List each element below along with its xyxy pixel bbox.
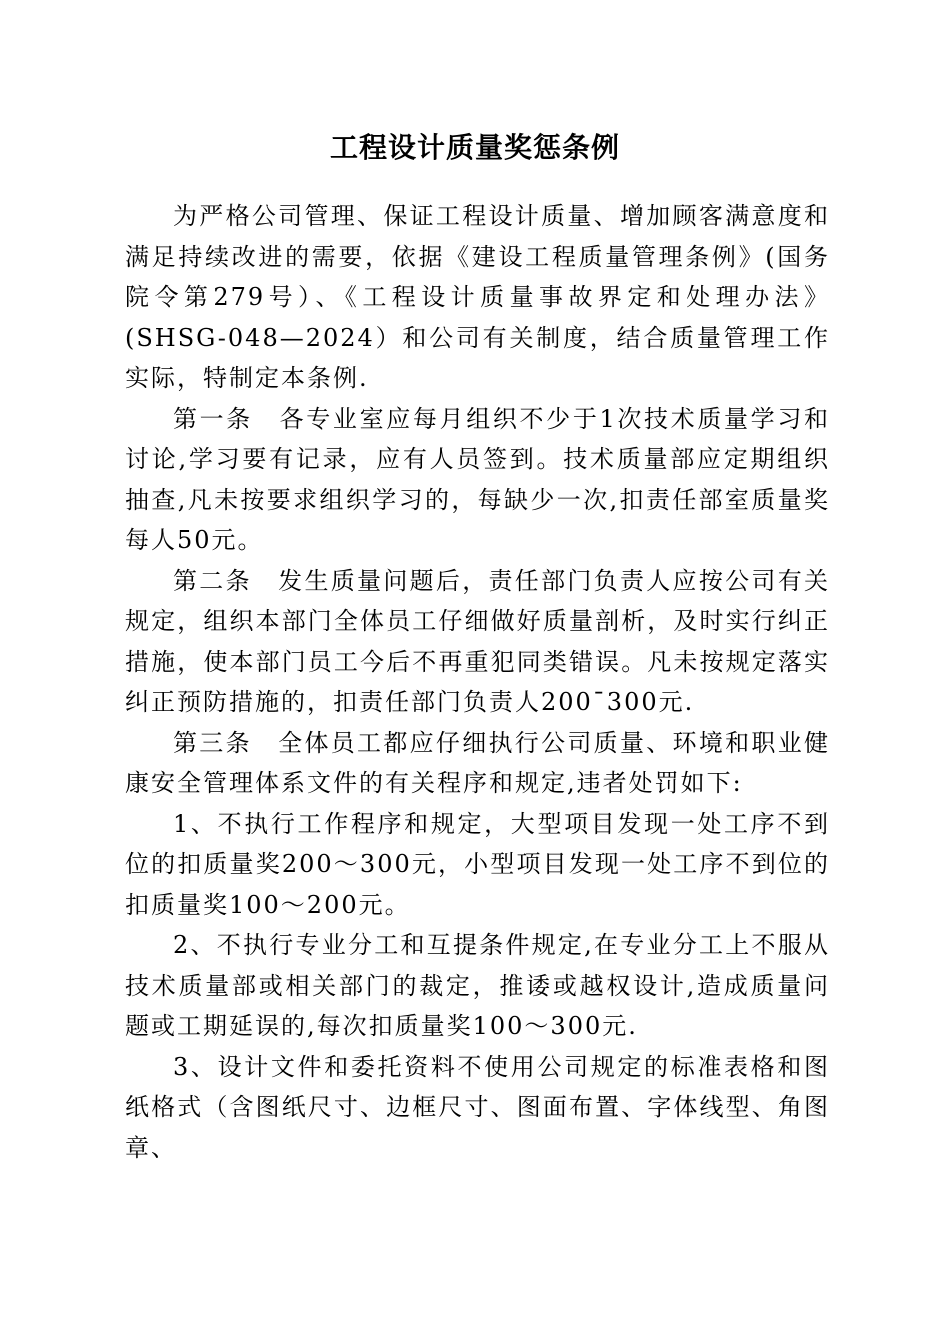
paragraph-article-2: 第二条 发生质量问题后，责任部门负责人应按公司有关规定，组织本部门全体员工仔细做好质量剖析，及时实行纠正措施，使本部门员工今后不再重犯同类错误。凡未按规定落实纠正预防措施的，扣责任部门负责人200¯300元. xyxy=(125,566,830,716)
paragraph-item-2: 2、不执行专业分工和互提条件规定,在专业分工上不服从技术质量部或相关部门的裁定，推诿或越权设计,造成质量问题或工期延误的,每次扣质量奖100～300元. xyxy=(125,931,830,1040)
paragraph-item-1: 1、不执行工作程序和规定，大型项目发现一处工序不到位的扣质量奖200～300元，小型项目发现一处工序不到位的扣质量奖100～200元。 xyxy=(125,809,830,919)
paragraph-article-3: 第三条 全体员工都应仔细执行公司质量、环境和职业健康安全管理体系文件的有关程序和规定,违者处罚如下: xyxy=(125,728,830,797)
document-body xyxy=(125,196,830,1168)
paragraph-article-1: 第一条 各专业室应每月组织不少于1次技术质量学习和讨论,学习要有记录，应有人员签到。技术质量部应定期组织抽查,凡未按要求组织学习的，每缺少一次,扣责任部室质量奖每人50元。 xyxy=(125,404,830,554)
paragraph-item-3: 3、设计文件和委托资料不使用公司规定的标准表格和图纸格式（含图纸尺寸、边框尺寸、图面布置、字体线型、角图章、 xyxy=(125,1052,830,1162)
document-title: 工程设计质量奖惩条例 xyxy=(329,131,620,164)
paragraph-intro: 为严格公司管理、保证工程设计质量、增加顾客满意度和满足持续改进的需要，依据《建设工程质量管理条例》(国务院令第279号）、《工程设计质量事故界定和处理办法》(SHSG-048—2024）和公司有关制度，结合质量管理工作实际，特制定本条例. xyxy=(125,202,830,392)
